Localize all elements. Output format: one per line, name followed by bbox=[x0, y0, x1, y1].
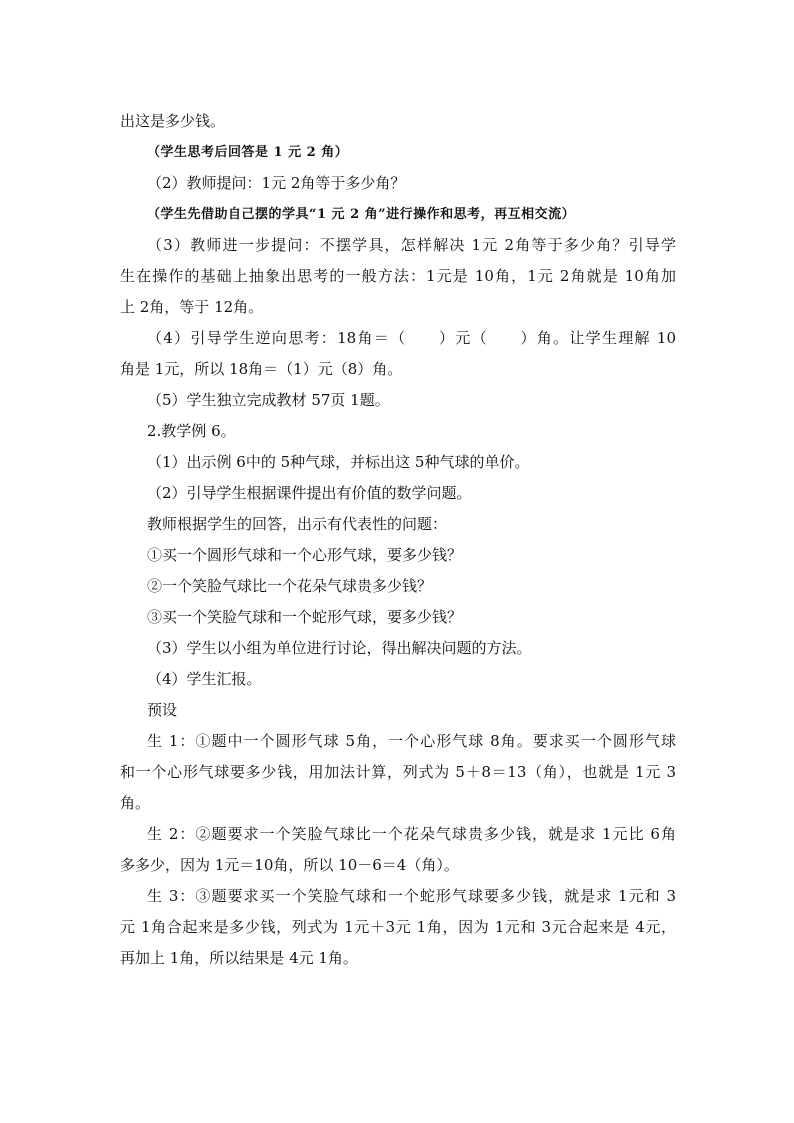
text-line: （3）教师进一步提问：不摆学具，怎样解决 1元 2角等于多少角？引导学 bbox=[147, 236, 676, 254]
text-line: ③买一个笑脸气球和一个蛇形气球，要多少钱？ bbox=[147, 608, 463, 626]
text-line: （4）学生汇报。 bbox=[147, 670, 262, 688]
text-line: 生在操作的基础上抽象出思考的一般方法：1元是 10角，1元 2角就是 10角加 bbox=[120, 267, 676, 285]
note-line: （学生思考后回答是 1 元 2 角） bbox=[147, 145, 349, 160]
text-line: 生 2：②题要求一个笑脸气球比一个花朵气球贵多少钱，就是求 1元比 6角 bbox=[147, 825, 676, 843]
text-line: 生 1：①题中一个圆形气球 5角，一个心形气球 8角。要求买一个圆形气球 bbox=[147, 732, 676, 750]
text-line: 预设 bbox=[147, 701, 178, 719]
text-line: （3）学生以小组为单位进行讨论，得出解决问题的方法。 bbox=[147, 639, 532, 657]
text-line: （5）学生独立完成教材 57页 1题。 bbox=[147, 391, 390, 409]
text-line: （4）引导学生逆向思考：18角＝（ ）元（ ）角。让学生理解 10 bbox=[147, 329, 676, 347]
text-line: 角。 bbox=[120, 794, 151, 812]
text-line: 多多少，因为 1元＝10角，所以 10－6＝4（角）。 bbox=[120, 856, 459, 874]
text-line: 上 2角，等于 12角。 bbox=[120, 298, 264, 316]
text-line: 和一个心形气球要多少钱，用加法计算，列式为 5＋8＝13（角），也就是 1元 3 bbox=[120, 763, 676, 781]
text-line: 元 1角合起来是多少钱，列式为 1元＋3元 1角，因为 1元和 3元合起来是 4元， bbox=[120, 918, 676, 936]
text-line: 角是 1元，所以 18角＝（1）元（8）角。 bbox=[120, 360, 403, 378]
text-line: 2.教学例 6。 bbox=[147, 422, 236, 440]
text-line: 出这是多少钱。 bbox=[120, 112, 226, 130]
text-line: 再加上 1角，所以结果是 4元 1角。 bbox=[120, 949, 358, 967]
text-line: （2）教师提问：1元 2角等于多少角？ bbox=[147, 174, 406, 192]
text-line: 教师根据学生的回答，出示有代表性的问题： bbox=[147, 515, 448, 533]
text-line: ②一个笑脸气球比一个花朵气球贵多少钱？ bbox=[147, 577, 433, 595]
text-line: （1）出示例 6中的 5种气球，并标出这 5种气球的单价。 bbox=[147, 453, 530, 471]
text-line: （2）引导学生根据课件提出有价值的数学问题。 bbox=[147, 484, 472, 502]
text-line: 生 3：③题要求买一个笑脸气球和一个蛇形气球要多少钱，就是求 1元和 3 bbox=[147, 887, 676, 905]
text-line: ①买一个圆形气球和一个心形气球，要多少钱？ bbox=[147, 546, 463, 564]
note-line: （学生先借助自己摆的学具“1 元 2 角”进行操作和思考，再互相交流） bbox=[147, 207, 576, 222]
document-body bbox=[120, 106, 676, 974]
